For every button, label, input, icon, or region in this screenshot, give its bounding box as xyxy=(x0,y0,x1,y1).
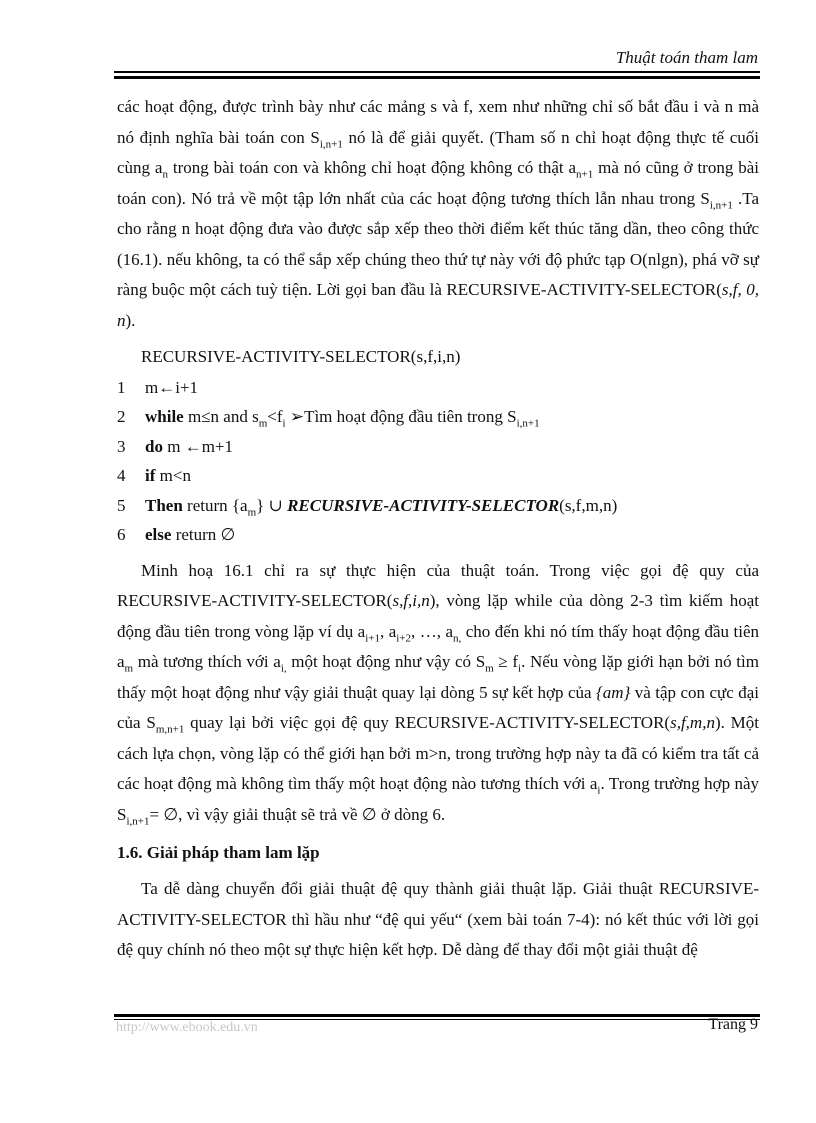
algorithm-title: RECURSIVE-ACTIVITY-SELECTOR(s,f,i,n) xyxy=(141,347,461,366)
header-rule xyxy=(114,71,760,79)
algorithm-line-2: 2 while m≤n and $s_m<f_i$ ➢Tìm hoạt động đầu tiên trong $S_{i,n+1}$ xyxy=(117,407,540,430)
page-number: Trang 9 xyxy=(708,1016,758,1033)
algorithm-line-1: 1 m←i+1 xyxy=(117,377,199,397)
algorithm-line-5: 5 Then return $\{a_m\}$ ∪ RECURSIVE-ACTIVITY-SELECTOR(s,f,m,n) xyxy=(117,495,618,518)
paragraph-1: các hoạt động, được trình bày như các mảng s và f, xem như những chỉ số bắt đầu i và n mà nó định nghĩa bài toán con $S_{i,n+1}$ nó là để giải quyết. (Tham số n chỉ hoạt động thực tế cuối cùng $a_n$ trong bài toán con và không chỉ hoạt động không có thật $a_{n+1}$ mà nó cũng ở trong bài toán con). Nó trả về một tập lớn nhất của các hoạt động tương thích lẫn nhau trong $S_{i,n+1}$ .Ta cho rằng n hoạt động đưa vào được sắp xếp theo thời điểm kết thúc tăng dần, theo công thức (16.1). nếu không, ta có thể sắp xếp chúng theo thứ tự này với độ phức tạp O(nlgn), phá vỡ sự ràng buộc một cách tuỳ tiện. Lời gọi ban đầu là RECURSIVE-ACTIVITY-SELECTOR(s,f, 0, n). xyxy=(117,97,760,330)
footer-url-watermark: http://www.ebook.edu.vn xyxy=(116,1020,258,1035)
page-body xyxy=(117,92,759,966)
algorithm-line-4: 4 if m<n xyxy=(117,466,191,485)
paragraph-3: Ta dễ dàng chuyển đổi giải thuật đệ quy thành giải thuật lặp. Giải thuật RECURSIVE-ACTIVITY-SELECTOR thì hầu như “đệ qui yếu“ (xem bài toán 7-4): nó kết thúc với lời gọi đệ quy chính nó theo một sự thực hiện kết hợp. Dễ dàng để thay đổi một giải thuật đệ xyxy=(117,879,759,959)
algorithm-line-6: 6 else return ∅ xyxy=(117,525,236,544)
paragraph-2: Minh hoạ 16.1 chỉ ra sự thực hiện của thuật toán. Trong việc gọi đệ quy của RECURSIVE-ACTIVITY-SELECTOR(s,f,i,n), vòng lặp while của dòng 2-3 tìm kiếm hoạt động đầu tiên trong vòng lặp ví dụ $a_{i+1}$, $a_{i+2}$, …, $a_{n,}$ cho đến khi nó tím thấy hoạt động đầu tiên $a_m$ mà tương thích với $a_{i,}$ một hoạt động như vậy có $S_m \ge f_i$. Nếu vòng lặp giới hạn bởi nó tìm thấy một hoạt động như vậy giải thuật quay lại dòng 5 sự kết hợp của {am} và tập con cực đại của $S_{m,n+1}$ quay lại bởi việc gọi đệ quy RECURSIVE-ACTIVITY-SELECTOR(s,f,m,n). Một cách lựa chọn, vòng lặp có thể giới hạn bởi m>n, trong trường hợp này ta đã có kiểm tra tất cả các hoạt động mà không tìm thấy một hoạt động nào tương thích với $a_i$. Trong trường hợp này $S_{i,n+1}=$ ∅, vì vậy giải thuật sẽ trả về ∅ ở dòng 6. xyxy=(117,560,760,827)
section-heading: 1.6. Giải pháp tham lam lặp xyxy=(117,843,320,862)
algorithm-line-3: 3 do m ←m+1 xyxy=(117,436,234,456)
running-header-title: Thuật toán tham lam xyxy=(615,48,758,67)
